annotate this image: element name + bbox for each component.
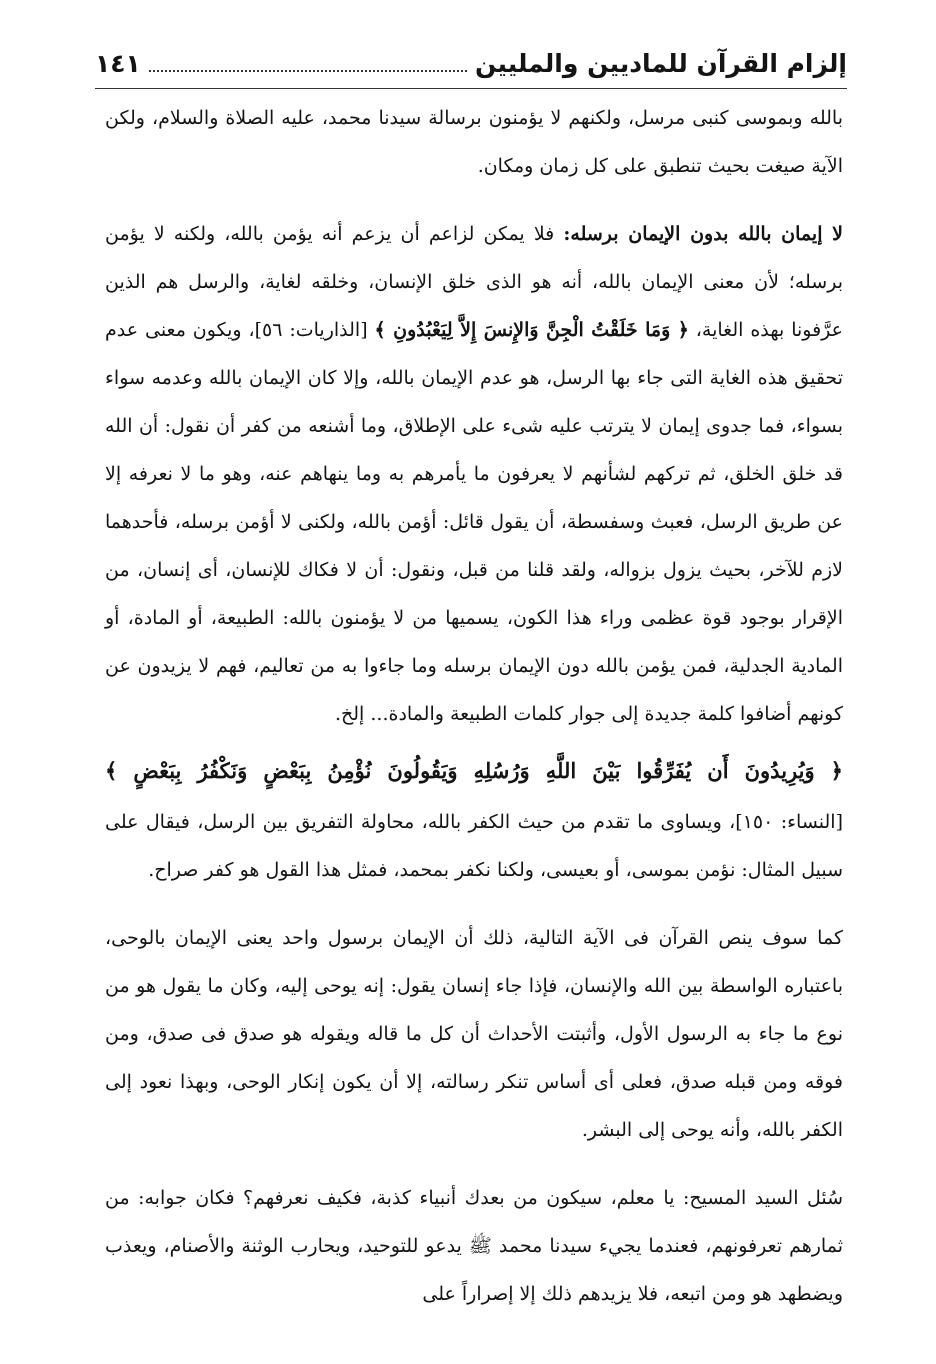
page-number: ١٤١ bbox=[95, 48, 141, 78]
running-header bbox=[95, 38, 847, 89]
paragraph-2-text-before-verse: فلا يمكن لزاعم أن يزعم أنه يؤمن بالله، ولكنه لا يؤمن برسله؛ لأن معنى الإيمان بالله، أنه هو الذى خلق الإنسان، وخلقه لغاية، والرسل هم الذين عرَّفونا بهذه الغاية، bbox=[105, 223, 844, 341]
paragraph-2-text-after-verse: [الذاريات: ٥٦]، ويكون معنى عدم تحقيق هذه الغاية التى جاء بها الرسل، هو عدم الإيمان بالله، وإلا كان الإيمان بالله وعدمه سواء بسواء، فما جدوى إيمان لا يترتب عليه شىء على الإطلاق، وما أشنعه من كفر أن نقول: أن الله قد خلق الخلق، ثم تركهم لشأنهم لا يعرفون ما يأمرهم به وما ينهاهم عنه، وهو ما لا نعرفه إلا عن طريق الرسل، فعبث وسفسطة، أن يقول قائل: أؤمن بالله، ولكنى لا أؤمن برسله، فأحدهما لازم للآخر، بحيث يزول بزواله، ولقد قلنا من قبل، ونقول: أن لا فكاك للإنسان، أى إنسان، من الإقرار بوجود قوة عظمى وراء هذا الكون، يسميها من لا يؤمنون بالله: الطبيعة، أو المادة، أو المادية الجدلية، فمن يؤمن بالله دون الإيمان برسله وما جاءوا به من تعاليم، فهم لا يزيدون عن كونهم أضافوا كلمة جديدة إلى جوار كلمات الطبيعة والمادة... إلخ. bbox=[105, 319, 843, 725]
paragraph-5-text: سُئل السيد المسيح: يا معلم، سيكون من بعدك أنبياء كذبة، فكيف نعرفهم؟ فكان جوابه: من ثمارهم تعرفونهم، فعندما يجيء سيدنا محمد ﷺ يدعو للتوحيد، ويحارب الوثنة والأصنام، ويعذب ويضطهد هو ومن اتبعه، فلا يزيدهم ذلك إلا إصراراً على bbox=[105, 1187, 843, 1305]
quran-verse-block: ﴿ وَيُرِيدُونَ أَن يُفَرِّقُوا بَيْنَ اللَّهِ وَرُسُلِهِ وَيَقُولُونَ نُؤْمِنُ بِبَعْضٍ وَنَكْفُرُ بِبَعْضٍ ﴾ bbox=[105, 758, 843, 783]
header-dot-leader bbox=[149, 70, 467, 72]
paragraph-3-text: [النساء: ١٥٠]، ويساوى ما تقدم من حيث الكفر بالله، محاولة التفريق بين الرسل، فيقال على سبيل المثال: نؤمن بموسى، أو بعيسى، ولكنا نكفر بمحمد، فمثل هذا القول هو كفر صراح. bbox=[105, 811, 844, 881]
quran-verse-inline: ﴿ وَمَا خَلَقْتُ الْجِنَّ وَالإِنسَ إِلاَّ لِيَعْبُدُونِ ﴾ bbox=[374, 319, 689, 341]
paragraph-3 bbox=[105, 798, 843, 894]
paragraph-2 bbox=[105, 210, 843, 738]
paragraph-4 bbox=[105, 914, 843, 1154]
page-body bbox=[105, 94, 843, 1318]
paragraph-1 bbox=[105, 94, 843, 190]
paragraph-2-heading: لا إيمان بالله بدون الإيمان برسله: bbox=[563, 223, 844, 245]
paragraph-5 bbox=[105, 1174, 843, 1318]
header-title: إلزام القرآن للماديين والمليين bbox=[475, 48, 847, 78]
paragraph-4-text: كما سوف ينص القرآن فى الآية التالية، ذلك أن الإيمان برسول واحد يعنى الإيمان بالوحى، باعتباره الواسطة بين الله والإنسان، فإذا جاء إنسان يقول: إنه يوحى إليه، وكان ما يقول هو من نوع ما جاء به الرسول الأول، وأثبتت الأحداث أن كل ما قاله ويقوله هو صدق فى صدق، ومن فوقه ومن قبله صدق، فعلى أى أساس تنكر رسالته، إلا أن يكون إنكار الوحى، وبهذا نعود إلى الكفر بالله، وأنه يوحى إلى البشر. bbox=[105, 927, 843, 1141]
paragraph-1-text: بالله وبموسى كنبى مرسل، ولكنهم لا يؤمنون برسالة سيدنا محمد، عليه الصلاة والسلام، ولكن الآية صيغت بحيث تنطبق على كل زمان ومكان. bbox=[105, 107, 843, 177]
